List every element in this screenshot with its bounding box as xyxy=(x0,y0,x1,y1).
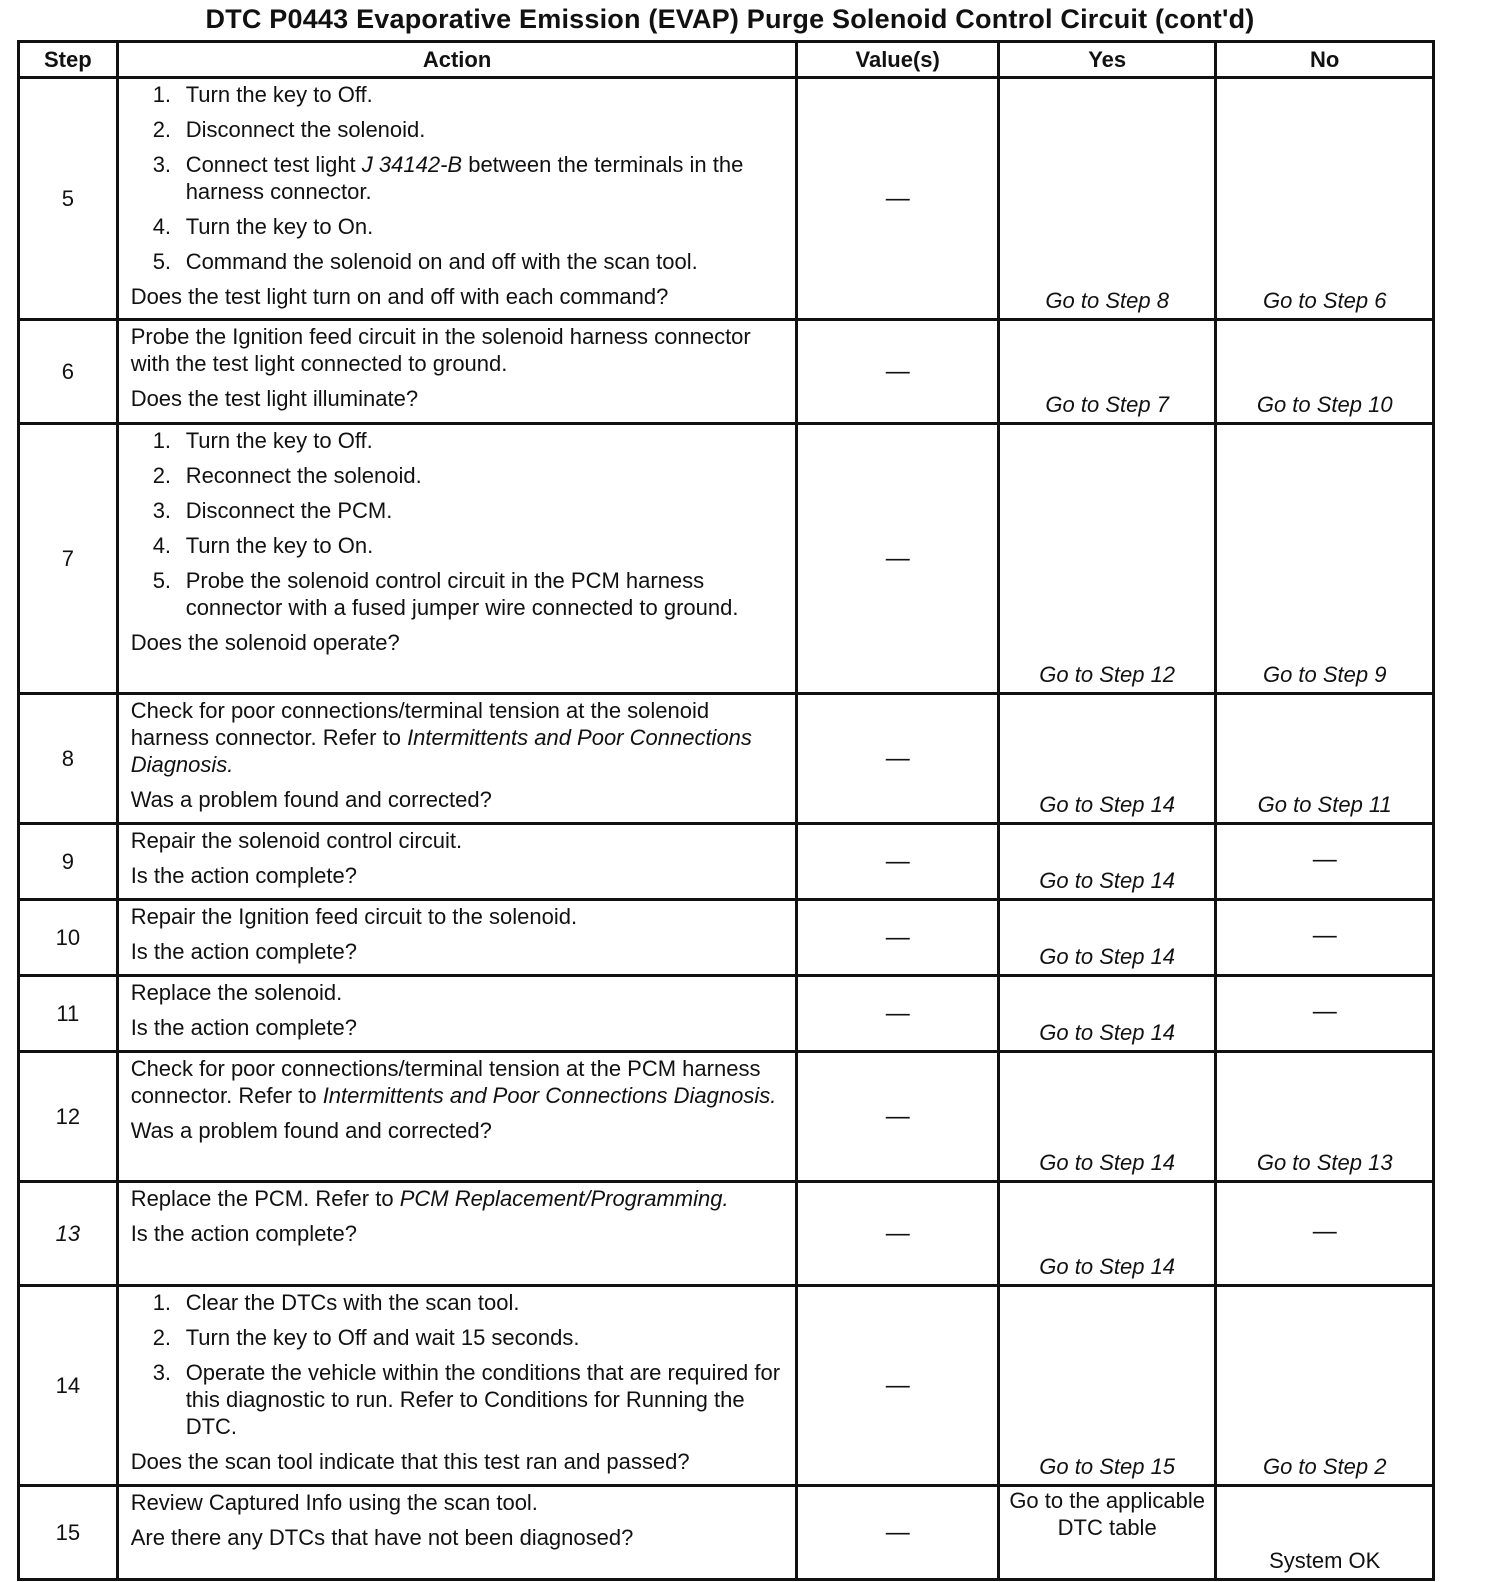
no-result: Go to Step 9 xyxy=(1216,424,1434,694)
header-no: No xyxy=(1216,42,1434,78)
no-result: — xyxy=(1216,900,1434,976)
question-text: Does the scan tool indicate that this test ran and passed? xyxy=(130,1449,690,1474)
no-result: — xyxy=(1216,1182,1434,1286)
yes-result: Go to Step 12 xyxy=(998,424,1216,694)
yes-result: Go to Step 14 xyxy=(998,976,1216,1052)
value-cell: — xyxy=(797,424,998,694)
header-yes: Yes xyxy=(998,42,1216,78)
table-row xyxy=(19,1486,1434,1580)
no-result: — xyxy=(1216,976,1434,1052)
yes-result: Go to Step 7 xyxy=(998,320,1216,424)
no-result: Go to Step 6 xyxy=(1216,78,1434,320)
question-text: Does the solenoid operate? xyxy=(130,630,400,655)
table-row xyxy=(19,900,1434,976)
table-row xyxy=(19,1182,1434,1286)
action-text: Replace the PCM. Refer to PCM Replacement/Programming. xyxy=(130,1186,729,1211)
question-text: Is the action complete? xyxy=(130,939,357,964)
step-number: 6 xyxy=(19,320,118,424)
question-text: Is the action complete? xyxy=(130,1015,357,1040)
list-item: 1. Clear the DTCs with the scan tool. xyxy=(152,1290,520,1315)
action-cell xyxy=(117,824,797,900)
list-item: 3. Operate the vehicle within the conditions that are required for this diagnostic to run. Refer to Conditions for Running the DTC. xyxy=(152,1360,781,1439)
yes-result: Go to the applicable DTC table xyxy=(998,1486,1216,1580)
action-cell xyxy=(117,320,797,424)
table-row xyxy=(19,694,1434,824)
list-item: 5. Probe the solenoid control circuit in the PCM harness connector with a fused jumper wire connected to ground. xyxy=(152,568,739,620)
reference-link: Intermittents and Poor Connections Diagnosis. xyxy=(130,725,752,777)
table-row xyxy=(19,78,1434,320)
question-text: Is the action complete? xyxy=(130,1221,357,1246)
value-cell: — xyxy=(797,1486,998,1580)
diagnostic-table xyxy=(17,40,1435,1581)
question-text: Does the test light illuminate? xyxy=(130,386,419,411)
yes-result: Go to Step 14 xyxy=(998,1052,1216,1182)
action-cell xyxy=(117,1486,797,1580)
action-cell xyxy=(117,900,797,976)
value-cell: — xyxy=(797,976,998,1052)
reference-link: PCM Replacement/Programming. xyxy=(399,1186,729,1211)
header-step: Step xyxy=(19,42,118,78)
yes-result: Go to Step 14 xyxy=(998,900,1216,976)
action-cell xyxy=(117,424,797,694)
action-text: Repair the solenoid control circuit. xyxy=(130,828,463,853)
step-number: 9 xyxy=(19,824,118,900)
step-number: 14 xyxy=(19,1286,118,1486)
action-text: Repair the Ignition feed circuit to the solenoid. xyxy=(130,904,578,929)
page-title: DTC P0443 Evaporative Emission (EVAP) Purge Solenoid Control Circuit (cont'd) xyxy=(205,4,1255,34)
action-list xyxy=(131,81,786,275)
reference-link: Intermittents and Poor Connections Diagnosis. xyxy=(322,1083,777,1108)
step-number: 11 xyxy=(19,976,118,1052)
table-row xyxy=(19,1286,1434,1486)
action-cell xyxy=(117,694,797,824)
no-result: Go to Step 11 xyxy=(1216,694,1434,824)
header-row xyxy=(19,42,1434,78)
question-text: Are there any DTCs that have not been diagnosed? xyxy=(130,1525,634,1550)
question-text: Does the test light turn on and off with each command? xyxy=(130,284,669,309)
value-cell: — xyxy=(797,320,998,424)
value-cell: — xyxy=(797,78,998,320)
yes-result: Go to Step 14 xyxy=(998,1182,1216,1286)
action-text: Check for poor connections/terminal tension at the solenoid harness connector. Refer to Intermittents and Poor Connections Diagnosis. xyxy=(130,698,752,777)
list-item: 1. Turn the key to Off. xyxy=(152,82,373,107)
action-cell xyxy=(117,976,797,1052)
action-text: Review Captured Info using the scan tool. xyxy=(130,1490,538,1515)
list-item: 2. Disconnect the solenoid. xyxy=(152,117,426,142)
table-row xyxy=(19,320,1434,424)
action-text: Replace the solenoid. xyxy=(130,980,343,1005)
tool-reference: J 34142-B xyxy=(361,152,463,177)
step-number: 8 xyxy=(19,694,118,824)
list-item: 1. Turn the key to Off. xyxy=(152,428,373,453)
no-result: Go to Step 10 xyxy=(1216,320,1434,424)
no-result: Go to Step 13 xyxy=(1216,1052,1434,1182)
header-action: Action xyxy=(117,42,797,78)
list-item: 5. Command the solenoid on and off with the scan tool. xyxy=(152,249,698,274)
no-result: Go to Step 2 xyxy=(1216,1286,1434,1486)
step-number: 12 xyxy=(19,1052,118,1182)
value-cell: — xyxy=(797,900,998,976)
list-item: 4. Turn the key to On. xyxy=(152,214,374,239)
yes-result: Go to Step 8 xyxy=(998,78,1216,320)
value-cell: — xyxy=(797,1052,998,1182)
question-text: Was a problem found and corrected? xyxy=(130,1118,492,1143)
table-row xyxy=(19,976,1434,1052)
yes-result: Go to Step 15 xyxy=(998,1286,1216,1486)
action-cell xyxy=(117,1052,797,1182)
yes-result: Go to Step 14 xyxy=(998,824,1216,900)
action-cell xyxy=(117,1286,797,1486)
list-item: 2. Reconnect the solenoid. xyxy=(152,463,422,488)
table-row xyxy=(19,424,1434,694)
header-values: Value(s) xyxy=(797,42,998,78)
action-text: Probe the Ignition feed circuit in the solenoid harness connector with the test light connected to ground. xyxy=(130,324,751,376)
list-item: 4. Turn the key to On. xyxy=(152,533,374,558)
step-number: 15 xyxy=(19,1486,118,1580)
question-text: Is the action complete? xyxy=(130,863,357,888)
action-cell xyxy=(117,78,797,320)
value-cell: — xyxy=(797,824,998,900)
no-result: System OK xyxy=(1216,1486,1434,1580)
list-item: 2. Turn the key to Off and wait 15 seconds. xyxy=(152,1325,580,1350)
action-list xyxy=(131,1289,786,1440)
list-item: 3. Connect test light J 34142-B between the terminals in the harness connector. xyxy=(152,152,744,204)
value-cell: — xyxy=(797,1182,998,1286)
value-cell: — xyxy=(797,1286,998,1486)
step-number: 10 xyxy=(19,900,118,976)
no-result: — xyxy=(1216,824,1434,900)
yes-result: Go to Step 14 xyxy=(998,694,1216,824)
action-cell xyxy=(117,1182,797,1286)
action-text: Check for poor connections/terminal tension at the PCM harness connector. Refer to Intermittents and Poor Connections Diagnosis. xyxy=(130,1056,777,1108)
action-list xyxy=(131,427,786,621)
list-item: 3. Disconnect the PCM. xyxy=(152,498,393,523)
step-number: 7 xyxy=(19,424,118,694)
step-number: 5 xyxy=(19,78,118,320)
question-text: Was a problem found and corrected? xyxy=(130,787,492,812)
value-cell: — xyxy=(797,694,998,824)
table-row xyxy=(19,1052,1434,1182)
table-row xyxy=(19,824,1434,900)
step-number: 13 xyxy=(19,1182,118,1286)
